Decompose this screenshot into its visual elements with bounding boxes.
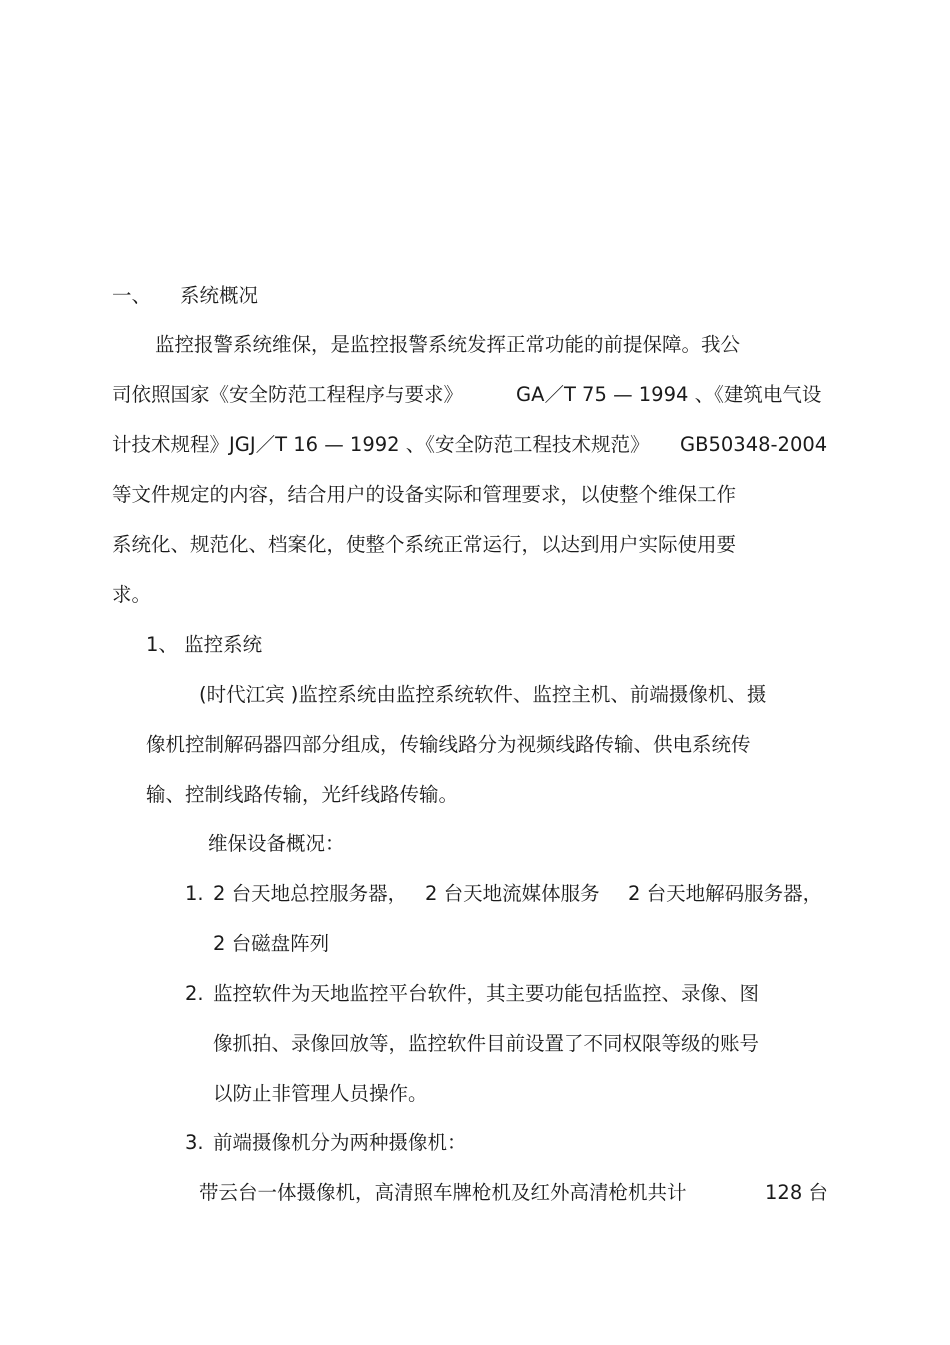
section-number: 一、 <box>112 284 152 307</box>
list-item-2-line-3: 以防止非管理人员操作。 <box>213 1082 428 1105</box>
intro-line-1: 监控报警系统维保，是监控报警系统发挥正常功能的前提保障。我公 <box>155 333 741 356</box>
subsection-para-line-1: (时代江宾 )监控系统由监控系统软件、监控主机、前端摄像机、摄 <box>199 683 767 706</box>
list-item-number: 1. <box>185 882 204 905</box>
list-item-number: 3. <box>185 1131 204 1154</box>
list-item-2-line-1: 监控软件为天地监控平台软件，其主要功能包括监控、录像、图 <box>213 982 760 1005</box>
intro-line-3b: GB50348-2004 <box>680 433 828 456</box>
subsection-heading: 1、 监控系统 <box>146 633 263 656</box>
list-item-3-line-1: 前端摄像机分为两种摄像机： <box>213 1131 467 1154</box>
list-item-1-part-b: 2 台天地流媒体服务 <box>425 882 600 905</box>
intro-line-2b: GA／T 75 — 1994 、《建筑电气设 <box>516 383 822 406</box>
intro-line-2a: 司依照国家《安全防范工程程序与要求》 <box>112 383 464 406</box>
list-item-3-line-2a: 带云台一体摄像机，高清照车牌枪机及红外高清枪机共计 <box>199 1181 687 1204</box>
list-item-1-part-a: 2 台天地总控服务器， <box>213 882 408 905</box>
list-item-1-part-c: 2 台天地解码服务器， <box>628 882 823 905</box>
subsection-para-line-2: 像机控制解码器四部分组成，传输线路分为视频线路传输、供电系统传 <box>146 733 751 756</box>
intro-line-5: 系统化、规范化、档案化，使整个系统正常运行，以达到用户实际使用要 <box>112 533 737 556</box>
subsection-para-line-3: 输、控制线路传输，光纤线路传输。 <box>146 783 459 806</box>
intro-line-4: 等文件规定的内容，结合用户的设备实际和管理要求，以使整个维保工作 <box>112 483 737 506</box>
intro-line-6: 求。 <box>112 583 152 606</box>
list-item-3-line-2b: 128 台 <box>765 1181 828 1204</box>
section-title: 系统概况 <box>180 284 259 307</box>
equipment-overview-title: 维保设备概况： <box>208 832 345 855</box>
list-item-2-line-2: 像抓拍、录像回放等，监控软件目前设置了不同权限等级的账号 <box>213 1032 760 1055</box>
list-item-1-line-2: 2 台磁盘阵列 <box>213 932 330 955</box>
intro-line-3a: 计技术规程》JGJ／T 16 — 1992 、《安全防范工程技术规范》 <box>112 433 650 456</box>
list-item-number: 2. <box>185 982 204 1005</box>
